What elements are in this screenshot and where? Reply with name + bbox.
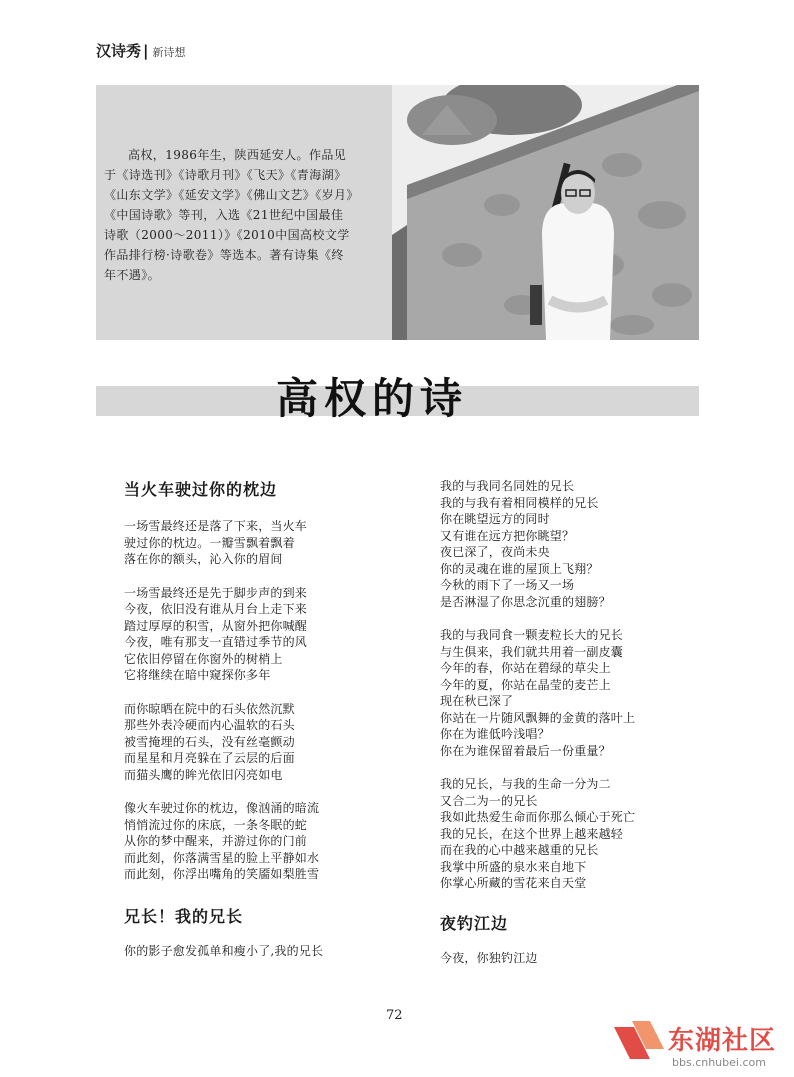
poem-line: 它将继续在暗中窥探你多年	[124, 668, 271, 682]
poem-line: 悄悄流过你的床底，一条冬眠的蛇	[124, 817, 308, 832]
stanza	[440, 776, 710, 892]
poem-line: 你的灵魂在谁的屋顶上飞翔？	[440, 561, 599, 576]
left-column	[124, 478, 394, 959]
poem-line: 我的与我同食一颗麦粒长大的兄长	[440, 628, 624, 642]
poem-line: 一场雪最终还是落了下来，当火车	[124, 519, 308, 533]
poem-line: 是否淋湿了你思念沉重的翅膀？	[440, 594, 611, 609]
poem-line: 它依旧停留在你窗外的树梢上	[124, 651, 283, 666]
poem-line: 我的兄长，在这个世界上越来越轻	[440, 826, 624, 841]
stanza	[124, 585, 394, 684]
poem-line: 今秋的雨下了一场又一场	[440, 578, 575, 592]
page-header	[96, 40, 186, 61]
poem-line: 像火车驶过你的枕边，像汹涌的暗流	[124, 801, 320, 815]
poem-line: 今夜，你独钓江边	[440, 950, 538, 965]
bio-panel	[96, 85, 392, 340]
page-number: 72	[386, 1008, 403, 1023]
poem-line: 我的与我有着相同模样的兄长	[440, 495, 599, 510]
stanza	[440, 478, 710, 610]
main-title: 高权的诗	[275, 374, 468, 423]
right-column	[440, 478, 710, 966]
watermark-logo-icon	[610, 1019, 666, 1069]
poem-line: 夜已深了，夜尚未央	[440, 545, 550, 559]
poem-line: 从你的梦中醒来，并游过你的门前	[124, 834, 308, 848]
poem-line: 驶过你的枕边。一瓣雪飘着飘着	[124, 535, 295, 550]
poem-line: 我的与我同名同姓的兄长	[440, 479, 575, 493]
stanza	[440, 627, 710, 759]
poem-line: 那些外表冷硬而内心温软的石头	[124, 718, 295, 732]
site-watermark	[610, 1015, 790, 1075]
poem-title: 兄长！我的兄长	[124, 906, 244, 926]
stanza	[124, 701, 394, 784]
poem-line: 你站在一片随风飘舞的金黄的落叶上	[440, 710, 636, 725]
poem-line: 你的影子愈发孤单和瘦小了,我的兄长	[124, 943, 324, 958]
poem-line: 你在眺望远方的同时	[440, 512, 550, 526]
poem-line: 今夜，唯有那支一直错过季节的风	[124, 635, 308, 649]
poem-line: 而星星和月亮躲在了云层的后面	[124, 751, 295, 765]
poem-line: 而猫头鹰的眸光依旧闪亮如电	[124, 767, 283, 782]
poem-title: 当火车驶过你的枕边	[124, 480, 278, 499]
poem-line: 今夜，依旧没有谁从月台上走下来	[124, 602, 308, 616]
poem-line: 现在秋已深了	[440, 694, 514, 708]
stanza	[124, 800, 394, 883]
poem-line: 今年的夏，你站在晶莹的麦芒上	[440, 677, 611, 692]
poem-line: 又合二为一的兄长	[440, 793, 538, 808]
poem-line: 我的兄长，与我的生命一分为二	[440, 777, 611, 791]
stanza	[124, 518, 394, 568]
header-separator: |	[143, 42, 149, 60]
poem-line: 我如此热爱生命而你那么倾心于死亡	[440, 810, 636, 824]
author-bio: 高权，1986年生，陕西延安人。作品见于《诗选刊》《诗歌月刊》《飞天》《青海湖》《山东文学》《延安文学》《佛山文艺》《岁月》《中国诗歌》等刊，入选《21世纪中国最佳诗歌（2000～2011）》《2010中国高校文学作品排行榜·诗歌卷》等选本。著有诗集《终年不遇》。	[104, 148, 353, 282]
author-photo	[392, 85, 699, 340]
poem-line: 而你晾晒在院中的石头依然沉默	[124, 701, 295, 716]
poem-line: 你掌心所藏的雪花来自天堂	[440, 876, 587, 890]
poem-line: 踏过厚厚的积雪，从窗外把你喊醒	[124, 618, 308, 633]
poem-line: 我掌中所盛的泉水来自地下	[440, 859, 587, 874]
poem-line: 今年的春，你站在碧绿的草尖上	[440, 661, 611, 675]
poem-line: 而在我的心中越来越重的兄长	[440, 843, 599, 857]
poem-title: 夜钓江边	[440, 913, 509, 933]
watermark-url: bbs.cnhubei.com	[672, 1056, 766, 1069]
poem-line: 与生俱来，我们就共用着一副皮囊	[440, 644, 624, 659]
poem-line: 又有谁在远方把你眺望？	[440, 528, 575, 543]
poem-line: 而此刻，你浮出嘴角的笑靥如梨胜雪	[124, 867, 320, 881]
poem-line: 一场雪最终还是先于脚步声的到来	[124, 585, 308, 600]
poem-line: 落在你的额头，沁入你的眉间	[124, 552, 283, 566]
watermark-name: 东湖社区	[668, 1026, 777, 1056]
poem-line: 而此刻，你落满雪星的脸上平静如水	[124, 850, 320, 865]
poem-line: 被雪掩埋的石头，没有丝毫颤动	[124, 734, 295, 749]
column-name: 新诗想	[152, 46, 186, 59]
poem-line: 你在为谁低吟浅唱？	[440, 727, 550, 741]
poem-line: 你在为谁保留着最后一份重量？	[440, 743, 611, 758]
journal-name: 汉诗秀	[96, 42, 142, 60]
